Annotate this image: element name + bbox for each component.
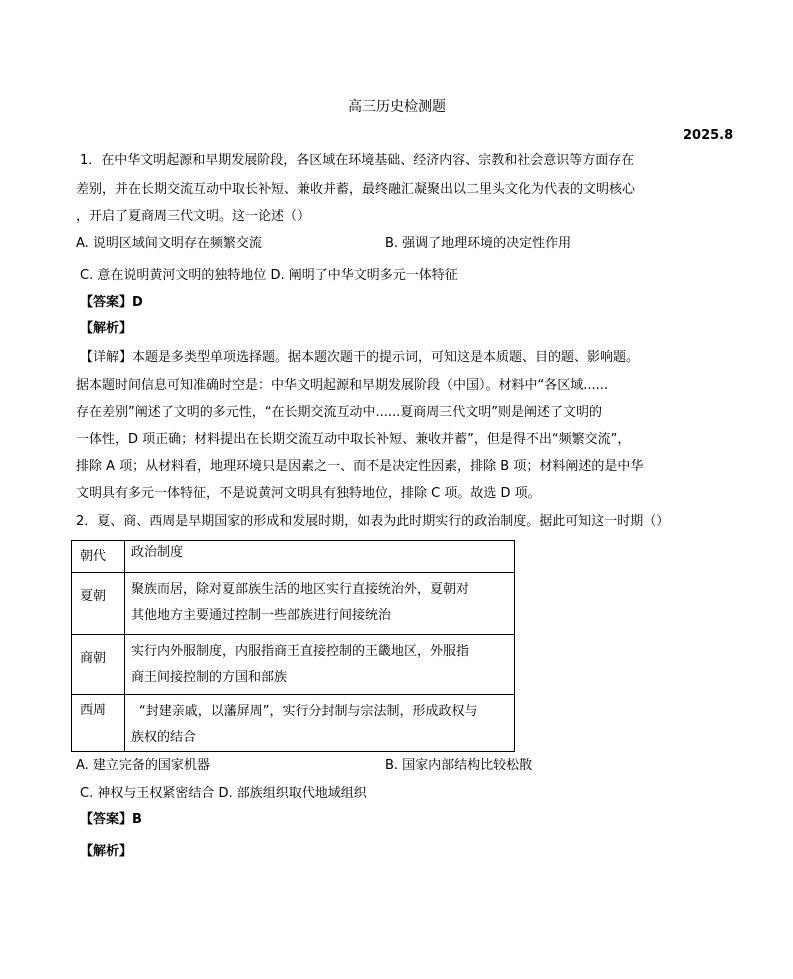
doc-date: 2025.8 [683, 128, 734, 143]
q1-option-a: A. 说明区域间文明存在频繁交流 [76, 236, 262, 251]
table-row [72, 635, 515, 695]
q1-detail-line: 一体性，D 项正确；材料提出在长期交流互动中取长补短、兼收并蓄”，但是得不出“频繁交流”， [76, 432, 631, 447]
table-cell-line: 聚族而居，除对夏部族生活的地区实行直接统治外，夏朝对 [131, 582, 470, 597]
table-cell-system [125, 635, 515, 695]
q2-option-a: A. 建立完备的国家机器 [76, 758, 210, 773]
q1-detail-line: 据本题时间信息可知准确时空是：中华文明起源和早期发展阶段（中国）。材料中“各区域...... [76, 378, 609, 393]
table-header-row [72, 541, 515, 573]
table-cell-line: 商王间接控制的方国和部族 [131, 670, 288, 685]
q1-detail-line: 文明具有多元一体特征，不是说黄河文明具有独特地位，排除 C 项。故选 D 项。 [76, 486, 541, 501]
q1-stem-line: 1．在中华文明起源和早期发展阶段，各区域在环境基础、经济内容、宗教和社会意识等方面存在 [80, 153, 635, 168]
q2-option-cd: C. 神权与王权紧密结合 D. 部族组织取代地域组织 [80, 786, 367, 801]
q1-option-cd: C. 意在说明黄河文明的独特地位 D. 阐明了中华文明多元一体特征 [80, 268, 458, 283]
q1-stem-line: 差别，并在长期交流互动中取长补短、兼收并蓄，最终融汇凝聚出以二里头文化为代表的文明核心 [76, 182, 636, 197]
q2-answer: 【答案】B [80, 812, 142, 827]
q1-detail-line: 排除 A 项；从材料看，地理环境只是因素之一、而不是决定性因素，排除 B 项；材料阐述的是中华 [76, 459, 644, 474]
q1-analysis-label: 【解析】 [80, 321, 133, 336]
q1-stem-line: ，开启了夏商周三代文明。这一论述（） [76, 209, 311, 224]
table-row [72, 695, 515, 752]
political-system-table [71, 540, 515, 752]
table-header-cell: 政治制度 [125, 541, 515, 573]
table-cell-era: 夏朝 [72, 573, 125, 635]
table-row [72, 573, 515, 635]
table-cell-line: 其他地方主要通过控制一些部族进行间接统治 [131, 608, 392, 623]
q1-detail-line: 【详解】本题是多类型单项选择题。据本题次题干的提示词，可知这是本质题、目的题、影响题。 [80, 350, 640, 365]
q1-option-b: B. 强调了地理环境的决定性作用 [385, 236, 572, 251]
q2-stem: 2．夏、商、西周是早期国家的形成和发展时期，如表为此时期实行的政治制度。据此可知这一时期（） [76, 514, 670, 529]
q2-analysis-label: 【解析】 [80, 844, 133, 859]
table-header-cell: 朝代 [72, 541, 125, 573]
table-cell-system [125, 573, 515, 635]
q1-detail-line: 存在差别”阐述了文明的多元性，“在长期交流互动中......夏商周三代文明”则是阐述了文明的 [76, 405, 602, 420]
table-cell-line: 族权的结合 [131, 730, 197, 745]
q2-option-b: B. 国家内部结构比较松散 [385, 758, 533, 773]
table-cell-era: 西周 [72, 695, 125, 752]
doc-title: 高三历史检测题 [348, 99, 446, 115]
q1-answer: 【答案】D [80, 295, 143, 310]
table-cell-era: 商朝 [72, 635, 125, 695]
table-cell-line: 实行内外服制度，内服指商王直接控制的王畿地区，外服指 [131, 644, 470, 659]
table-cell-system [125, 695, 515, 752]
table-cell-line: “封建亲戚，以藩屏周”，实行分封制与宗法制，形成政权与 [139, 704, 478, 719]
